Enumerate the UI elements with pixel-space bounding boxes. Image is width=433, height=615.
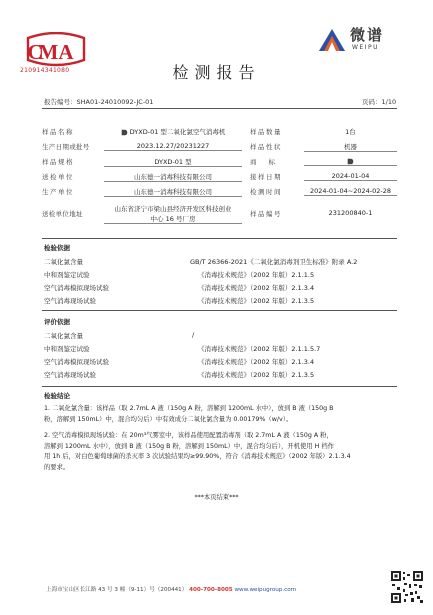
page-end-marker: ***本页结束*** [194, 494, 239, 501]
label-prod-date: 生产日期或批号 [42, 143, 90, 151]
basis-label: 中和剂鉴定试验 [44, 271, 90, 279]
conclusion-line: 1. 二氧化氯含量：该样品（取 2.7mL A 液（150g A 粉，溶解到 1200mL 水中），放到 B 液（150g B [44, 405, 334, 412]
label-sample-qty: 样品数量 [250, 128, 282, 136]
evaluation-value: 《消毒技术规范》（2002 年版）2.1.3.4 [198, 358, 315, 366]
conclusion-line: 的要求。 [44, 463, 70, 471]
footer-address: 上海市宝山区长江路 43 号 3 幢（9-11）号（200441） [46, 587, 188, 593]
svg-text:C: C [27, 40, 43, 64]
logo-name: 微谱 [350, 26, 385, 44]
label-address: 送检单位地址 [42, 210, 83, 218]
sample-qty: 1台 [345, 128, 356, 136]
sender: 山东德一消毒科技有限公司 [104, 172, 242, 182]
page-number: 页码：1/10 [362, 98, 397, 106]
test-date: 2024-01-04~2024-02-28 [304, 187, 397, 196]
sample-name [104, 127, 242, 136]
label-brand: 商标 [250, 158, 287, 166]
conclusion-line: 2. 空气消毒模拟现场试验：在 20m³气雾室中，该样品使用配置消毒剂（取 2.7mL A 液（150g A 粉， [44, 432, 333, 439]
address-line-2: 中心 16 号厂房 [104, 214, 242, 224]
evaluation-value: 《消毒技术规范》（2002 年版）2.1.1.5.7 [198, 345, 321, 353]
basis-value: 《消毒技术规范》（2002 年版）2.1.3.5 [198, 297, 315, 305]
basis-value: 《消毒技术规范》（2002 年版）2.1.3.4 [198, 284, 315, 292]
basis-divider [42, 310, 397, 311]
brand-d-icon [121, 129, 128, 136]
evaluation-heading: 评价依据 [44, 318, 70, 326]
prod-date: 2023.12.27/20231227 [104, 142, 242, 151]
footer [46, 585, 296, 593]
conclusion-line: 溶解到 1200mL 水中），放到 B 液（150g B 粉，溶解到 150mL）中，混合均匀后），开机使用 H 档作 [44, 442, 334, 450]
footer-website[interactable]: www.weipugroup.com [234, 587, 297, 593]
maker: 山东德一消毒科技有限公司 [104, 187, 242, 197]
conclusion-line: 粉，溶解到 150mL）中，混合均匀后）中有效成分二氧化氯含量为 0.00179%（w/v）。 [44, 415, 293, 423]
weipu-logo-icon [318, 28, 346, 52]
label-sender: 送检单位 [42, 173, 74, 181]
basis-value: 《消毒技术规范》（2002 年版）2.1.1.5 [198, 271, 315, 279]
conclusion-line: 用 1h 后，对白色葡萄球菌的杀灭率 3 次试验结果均≥99.90%，符合《消毒技术规范》（2002 年版）2.1.3.4 [44, 453, 351, 461]
label-sample-name: 样品名称 [42, 128, 74, 136]
basis-heading: 检验依据 [44, 244, 70, 252]
brand [304, 157, 397, 166]
sample-no: 231200840-1 [328, 209, 373, 217]
label-maker: 生产单位 [42, 188, 74, 196]
evaluation-label: 中和剂鉴定试验 [44, 345, 90, 353]
spec: DYXD-01 型 [104, 157, 242, 167]
cma-number: 210914341080 [20, 67, 70, 74]
label-sample-no: 样品编号 [250, 210, 282, 218]
recv-date: 2024-01-04 [304, 172, 397, 181]
evaluation-label: 空气消毒现场试验 [44, 371, 96, 379]
label-test-date: 检测时间 [250, 188, 282, 196]
conclusion-paragraph-1 [44, 404, 392, 425]
header-divider [42, 108, 397, 109]
basis-label: 二氧化氯含量 [44, 258, 83, 266]
evaluation-label: 二氧化氯含量 [44, 332, 83, 340]
conclusion-heading: 检验结论 [44, 392, 70, 400]
evaluation-value: 《消毒技术规范》（2002 年版）2.1.3.5 [198, 371, 315, 379]
sample-form: 机器 [304, 142, 397, 152]
qr-code-icon [390, 570, 424, 604]
svg-text:MA: MA [38, 40, 74, 64]
report-title: 检测报告 [172, 63, 261, 82]
label-spec: 样品规格 [42, 158, 74, 166]
basis-value: GB/T 26366-2021《二氧化氯消毒剂卫生标准》附录 A.2 [190, 258, 358, 266]
info-divider [42, 238, 397, 239]
evaluation-value: / [192, 331, 195, 339]
footer-phone: 400-700-8005 [189, 587, 233, 593]
label-recv-date: 接样日期 [250, 173, 282, 181]
evaluation-divider [42, 386, 397, 387]
report-number: 报告编号：SHA01-24010092-JC-01 [44, 98, 154, 106]
address-line-1: 山东省济宁市梁山县经济开发区科技创业 [114, 205, 232, 213]
basis-label: 空气消毒现场试验 [44, 297, 96, 305]
evaluation-label: 空气消毒模拟现场试验 [44, 358, 109, 366]
conclusion-paragraph-2 [44, 431, 392, 473]
brand-logo-icon [347, 158, 354, 165]
sample-name-text: DYXD-01 型二氧化氯空气消毒机 [129, 128, 226, 136]
logo-name-en: WEIPU [352, 44, 380, 51]
basis-label: 空气消毒模拟现场试验 [44, 284, 109, 292]
label-sample-form: 样品性状 [250, 143, 282, 151]
